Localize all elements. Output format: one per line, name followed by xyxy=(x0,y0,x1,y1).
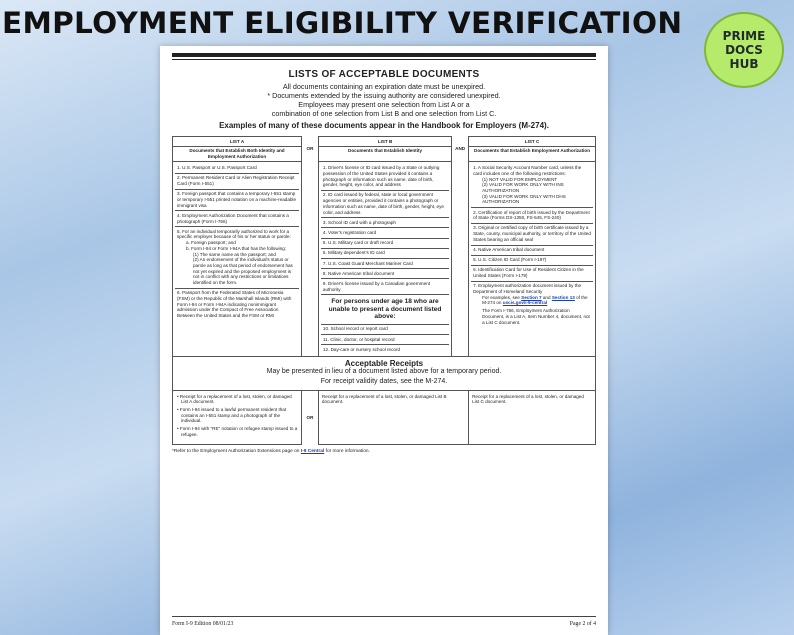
receipt-text: Form I-94 issued to a lawful permanent resident that contains an I-551 stamp and a photograph of the individual. xyxy=(179,407,287,424)
list-b-column xyxy=(318,162,451,357)
top-rule-thick xyxy=(172,53,596,57)
list-a-item-5a: a. Foreign passport; and xyxy=(186,240,236,246)
and-spacer xyxy=(452,162,469,357)
list-b-item: 1. Driver's license or ID card issued by a State or outlying possession of the United States provided it contains a photograph or information such as name, date of birth, gender, height, eye color, and address xyxy=(321,164,449,191)
top-rule-thin xyxy=(172,59,596,60)
list-b-item: 7. U.S. Coast Guard Merchant Mariner Card xyxy=(321,259,449,269)
footnote-text: *Refer to the Employment Authorization Extensions page on xyxy=(172,448,300,454)
list-c-item: 5. U.S. Citizen ID Card (Form I-197) xyxy=(471,256,593,266)
list-b-item: 6. Military dependent's ID card xyxy=(321,249,449,259)
list-b-item: 12. Day-care or nursery school record xyxy=(322,346,401,352)
examples-text: For examples, see xyxy=(482,294,520,300)
receipts-title: Acceptable Receipts xyxy=(344,358,424,368)
list-a-item-5 xyxy=(175,227,299,289)
list-a-item: 1. U.S. Passport or U.S. Passport Card xyxy=(175,164,299,174)
receipts-list-c: Receipt for a replacement of a lost, stolen, or damaged List C document. xyxy=(469,390,596,444)
footnote xyxy=(172,449,596,454)
restriction: (1) NOT VALID FOR EMPLOYMENT xyxy=(482,176,558,182)
footnote-text: for more information. xyxy=(325,448,370,454)
list-b-item: 10. School record or report card xyxy=(321,325,449,335)
under-18-note: For persons under age 18 who are unable to present a document listed above: xyxy=(321,295,449,325)
intro-text xyxy=(172,82,596,118)
form-edition: Form I-9 Edition 08/01/23 xyxy=(172,621,234,627)
list-a-column xyxy=(173,162,302,357)
list-c-column xyxy=(469,162,596,357)
list-a-item-5b2: (2) An endorsement of the individual's status or parole as long as that period of endorsement has not yet expired and the proposed employment is not in conflict with any restrictions or limitations identified on the form. xyxy=(193,257,293,286)
receipt-bullet: • Receipt for a replacement of a lost, stolen, or damaged List A document. xyxy=(177,393,292,405)
restriction: (3) VALID FOR WORK ONLY WITH DHS AUTHORIZATION xyxy=(482,193,566,205)
receipts-line: May be presented in lieu of a document listed above for a temporary period. xyxy=(266,367,502,375)
list-c-item-7-examples xyxy=(473,295,591,306)
receipt-text: Form I-94 with "RE" notation or refugee stamp issued to a refugee. xyxy=(179,426,298,437)
list-c-item-7-note: The Form I-766, Employment Authorization Document, is a List A, Item Number 4, document, not a List C document. xyxy=(482,308,590,325)
list-a-item: 3. Foreign passport that contains a temporary I-551 stamp or temporary I-551 printed notation on a machine-readable immigrant visa xyxy=(175,190,299,212)
list-a-title: LIST A xyxy=(173,137,302,147)
list-b-item: 11. Clinic, doctor, or hospital record xyxy=(321,335,449,345)
intro-line: combination of one selection from List B and one selection from List C. xyxy=(271,109,497,118)
restriction: (2) VALID FOR WORK ONLY WITH INS AUTHORIZATION xyxy=(482,182,564,193)
section-7-link[interactable]: Section 7 xyxy=(521,294,542,300)
page-footer xyxy=(172,616,596,627)
receipts-header xyxy=(173,356,596,390)
and-label: AND xyxy=(452,137,469,162)
list-c-item: 3. Original or certified copy of birth certificate issued by a State, county, municipal authority, or territory of the United States bearing an official seal xyxy=(471,224,593,246)
list-b-title: LIST B xyxy=(318,137,451,147)
receipt-bullet: • Form I-94 issued to a lawful permanent resident that contains an I-551 stamp and a photograph of the individual. xyxy=(177,407,287,424)
list-b-item: 5. U.S. Military card or draft record xyxy=(321,239,449,249)
examples-text: of the M-274 on xyxy=(482,294,588,306)
receipts-list-b: Receipt for a replacement of a lost, stolen, or damaged List B document. xyxy=(318,390,468,444)
page-number: Page 2 of 4 xyxy=(569,621,596,627)
receipts-list-a xyxy=(173,390,302,444)
receipt-bullet: • Form I-94 with "RE" notation or refugee stamp issued to a refugee. xyxy=(177,426,298,437)
or-label: OR xyxy=(302,137,319,162)
receipts-or: OR xyxy=(302,390,319,444)
list-b-item: 2. ID card issued by federal, state or local government agencies or entities, provided it contains a photograph or information such as name, date of birth, gender, height, eye color, and address xyxy=(321,191,449,218)
or-spacer xyxy=(302,162,319,357)
list-c-item-1-lead: 1. A Social Security Account Number card, unless the card includes one of the following restrictions: xyxy=(473,165,582,176)
list-a-item: 2. Permanent Resident Card or Alien Registration Receipt Card (Form I-551) xyxy=(175,174,299,190)
list-c-item-7-lead: 7. Employment authorization document issued by the Department of Homeland Security xyxy=(473,283,582,295)
list-b-subtitle: Documents that Establish Identity xyxy=(318,146,451,161)
list-a-item-5-lead: 5. For an individual temporarily authorized to work for a specific employer because of his or her status or parole: xyxy=(177,228,291,240)
list-c-item-7 xyxy=(471,282,593,327)
prime-docs-hub-logo xyxy=(704,12,784,88)
list-c-item: 4. Native American tribal document xyxy=(471,246,593,256)
list-c-item: 2. Certification of report of birth issued by the Department of State (Forms DS-1350, FS-545, FS-240) xyxy=(471,208,593,224)
intro-line: Employees may present one selection from List A or a xyxy=(298,100,470,109)
list-a-item: 6. Passport from the Federated States of Micronesia (FSM) or the Republic of the Marshall Islands (RMI) with Form I-94 or Form I-94A indicating nonimmigrant admission under the Compact of Free Association Between the United States and the FSM or RMI xyxy=(177,290,292,319)
list-c-title: LIST C xyxy=(469,137,596,147)
handbook-note: Examples of many of these documents appear in the Handbook for Employers (M-274). xyxy=(219,121,549,130)
list-b-item: 8. Native American tribal document xyxy=(321,269,449,279)
list-b-item: 9. Driver's license issued by a Canadian government authority xyxy=(321,279,449,295)
logo-line-2: DOCS xyxy=(725,43,763,57)
list-a-item-5b1: (1) The same name as the passport; and xyxy=(193,251,276,257)
list-b-item: 3. School ID card with a photograph xyxy=(321,218,449,228)
list-a-item: 4. Employment Authorization Document that contains a photograph (Form I-766) xyxy=(175,211,299,227)
list-b-item: 4. Voter's registration card xyxy=(321,228,449,238)
examples-text: and xyxy=(542,294,551,300)
list-c-subtitle: Documents that Establish Employment Authorization xyxy=(469,146,596,161)
receipts-line: For receipt validity dates, see the M-274. xyxy=(320,377,448,385)
list-a-item-5b: b. Form I-94 or Form I-94A that has the following: xyxy=(186,245,287,251)
logo-line-3: HUB xyxy=(729,57,759,71)
receipt-text: Receipt for a replacement of a lost, stolen, or damaged List A document. xyxy=(179,393,292,405)
documents-table xyxy=(172,136,596,445)
list-a-subtitle: Documents that Establish Both Identity and Employment Authorization xyxy=(173,146,302,161)
intro-line: * Documents extended by the issuing authority are considered unexpired. xyxy=(267,91,501,100)
banner-title: EMPLOYMENT ELIGIBILITY VERIFICATION xyxy=(2,6,683,40)
logo-line-1: PRIME xyxy=(722,29,766,43)
list-c-item-1 xyxy=(471,164,593,208)
document-title: LISTS OF ACCEPTABLE DOCUMENTS xyxy=(288,69,480,80)
intro-line: All documents containing an expiration date must be unexpired. xyxy=(282,82,486,91)
document-page xyxy=(160,46,608,635)
list-c-item: 6. Identification Card for Use of Resident Citizen in the United States (Form I-179) xyxy=(471,266,593,282)
uscis-link[interactable]: uscis.gov/i-9-central xyxy=(502,300,548,306)
i9-central-link[interactable]: I-9 Central xyxy=(300,448,325,454)
section-13-link[interactable]: Section 13 xyxy=(551,294,575,300)
